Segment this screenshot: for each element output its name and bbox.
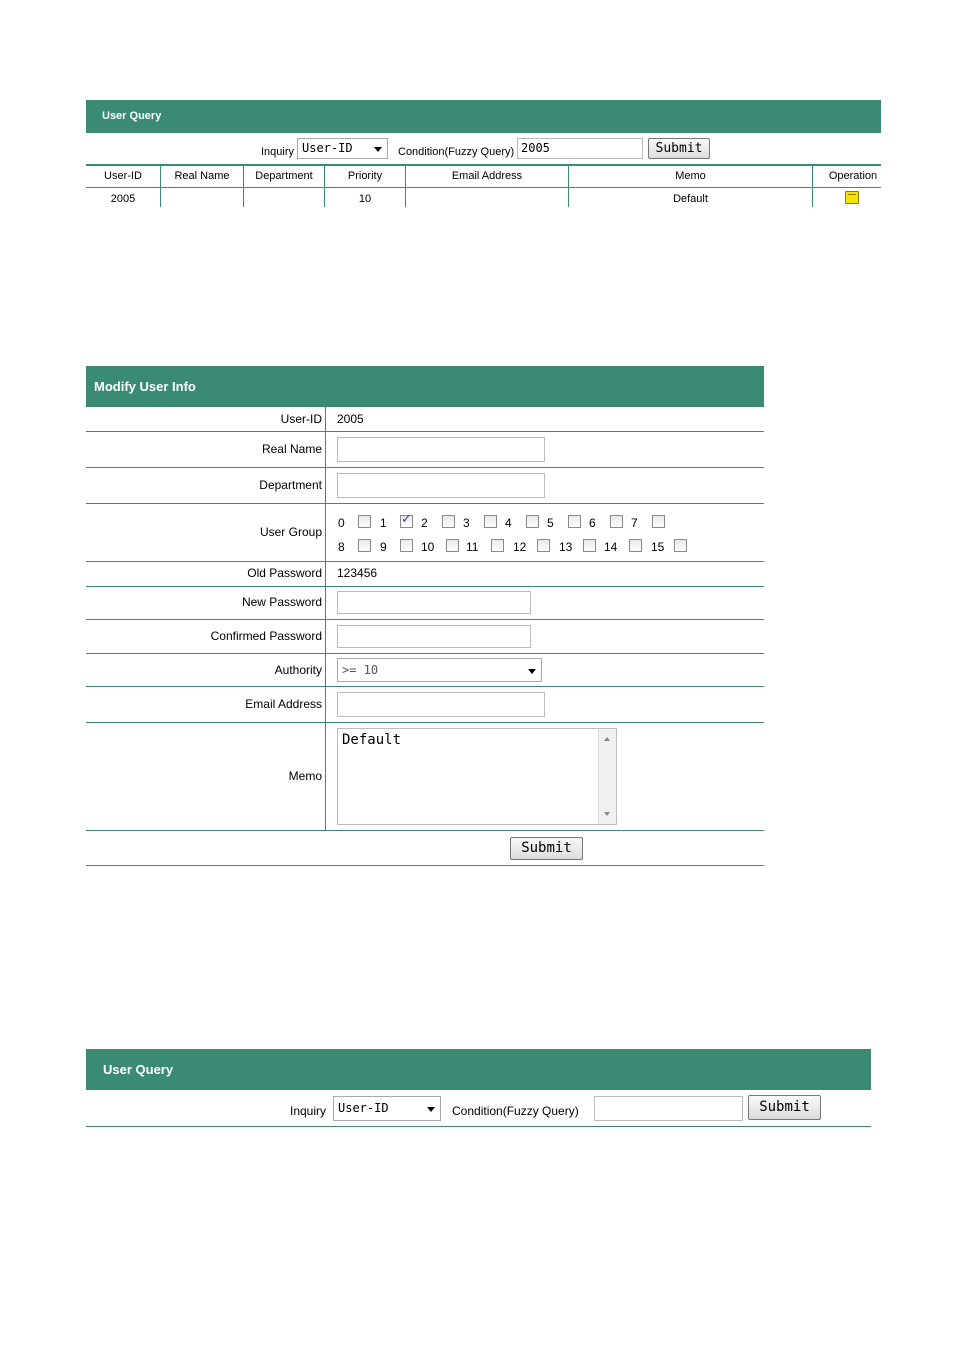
label-old-password: Old Password xyxy=(247,566,322,580)
user-group-label: 5 xyxy=(547,516,554,530)
condition-input-2[interactable] xyxy=(594,1096,743,1121)
user-group-checkbox[interactable] xyxy=(491,539,504,552)
row-divider xyxy=(86,722,764,723)
user-group-checkbox[interactable] xyxy=(537,539,550,552)
authority-select-value: >= 10 xyxy=(342,663,379,677)
user-group-checkbox[interactable] xyxy=(674,539,687,552)
inquiry-label-2: Inquiry xyxy=(290,1104,327,1118)
query-submit-button[interactable]: Submit xyxy=(648,138,710,159)
user-id-value: 2005 xyxy=(337,412,364,426)
row-divider xyxy=(86,561,764,562)
user-group-checkbox[interactable] xyxy=(446,539,459,552)
condition-label: Condition(Fuzzy Query) xyxy=(398,146,515,158)
user-group-label: 13 xyxy=(559,540,573,554)
col-header-operation: Operation xyxy=(828,170,878,182)
label-email: Email Address xyxy=(245,697,322,711)
edit-note-icon[interactable] xyxy=(845,191,859,204)
user-group-checkbox[interactable] xyxy=(484,515,497,528)
cell-priority: 10 xyxy=(358,193,372,205)
user-group-checkbox[interactable] xyxy=(568,515,581,528)
condition-label-2: Condition(Fuzzy Query) xyxy=(452,1104,579,1118)
row-divider xyxy=(86,653,764,654)
row-divider xyxy=(86,503,764,504)
modify-submit-button[interactable]: Submit xyxy=(510,837,583,860)
user-group-label: 6 xyxy=(589,516,596,530)
real-name-input[interactable] xyxy=(337,437,545,462)
scroll-down-icon xyxy=(604,812,610,816)
user-query-header: User Query xyxy=(86,100,881,133)
label-department: Department xyxy=(259,478,322,492)
user-group-label: 14 xyxy=(604,540,618,554)
chevron-down-icon xyxy=(427,1107,435,1112)
col-header-email: Email Address xyxy=(451,170,523,182)
row-divider xyxy=(86,619,764,620)
inquiry-select-value-2: User-ID xyxy=(338,1101,389,1115)
label-real-name: Real Name xyxy=(261,442,322,456)
inquiry-select-2[interactable] xyxy=(333,1096,441,1121)
authority-select[interactable] xyxy=(337,658,542,682)
col-header-memo: Memo xyxy=(675,170,706,182)
user-group-label: 1 xyxy=(380,516,387,530)
new-password-input[interactable] xyxy=(337,591,531,614)
user-group-label: 10 xyxy=(421,540,435,554)
old-password-value: 123456 xyxy=(337,566,378,580)
table-top-border xyxy=(86,164,881,166)
user-group-checkbox[interactable] xyxy=(358,515,371,528)
department-input[interactable] xyxy=(337,473,545,498)
label-memo: Memo xyxy=(288,769,322,783)
row-divider xyxy=(86,467,764,468)
row-divider xyxy=(86,830,764,831)
inquiry-select[interactable] xyxy=(297,138,388,159)
label-user-id: User-ID xyxy=(280,412,322,426)
label-new-password: New Password xyxy=(241,595,322,609)
col-header-real-name: Real Name xyxy=(174,170,230,182)
user-group-checkbox[interactable] xyxy=(629,539,642,552)
memo-text: Default xyxy=(342,732,402,748)
cell-memo: Default xyxy=(673,193,708,205)
cell-user-id: 2005 xyxy=(110,193,136,205)
row-divider xyxy=(86,586,764,587)
modify-user-header: Modify User Info xyxy=(86,366,764,407)
user-group-label: 3 xyxy=(463,516,470,530)
user-group-label: 12 xyxy=(513,540,527,554)
chevron-down-icon xyxy=(374,147,382,152)
col-header-user-id: User-ID xyxy=(104,170,142,182)
user-group-label: 7 xyxy=(631,516,638,530)
user-group-checkbox[interactable] xyxy=(610,515,623,528)
user-group-label: 8 xyxy=(338,540,345,554)
row-divider xyxy=(86,431,764,432)
email-input[interactable] xyxy=(337,692,545,717)
query-submit-button-2[interactable]: Submit xyxy=(748,1095,821,1120)
user-group-checkbox[interactable] xyxy=(652,515,665,528)
row-divider xyxy=(86,865,764,866)
inquiry-label: Inquiry xyxy=(261,146,295,158)
label-confirmed-password: Confirmed Password xyxy=(210,629,322,643)
inquiry-select-value: User-ID xyxy=(302,141,353,155)
user-group-checkbox[interactable] xyxy=(400,515,413,528)
condition-input[interactable]: 2005 xyxy=(517,138,643,159)
user-group-label: 11 xyxy=(466,540,479,554)
user-group-checkbox[interactable] xyxy=(442,515,455,528)
user-query-header-2: User Query xyxy=(86,1049,871,1090)
user-group-checkbox[interactable] xyxy=(526,515,539,528)
user-group-checkbox[interactable] xyxy=(358,539,371,552)
user-group-label: 2 xyxy=(421,516,428,530)
scroll-up-icon xyxy=(604,737,610,741)
user-group-label: 4 xyxy=(505,516,512,530)
user-group-checkbox[interactable] xyxy=(400,539,413,552)
user-group-label: 0 xyxy=(338,516,345,530)
table-header-divider xyxy=(86,187,881,188)
query-bottom-border xyxy=(86,1126,871,1127)
label-authority: Authority xyxy=(274,663,322,677)
col-header-department: Department xyxy=(255,170,313,182)
user-group-checkbox[interactable] xyxy=(583,539,596,552)
user-group-label: 15 xyxy=(651,540,665,554)
memo-textarea[interactable] xyxy=(337,728,617,825)
chevron-down-icon xyxy=(528,669,536,674)
confirmed-password-input[interactable] xyxy=(337,625,531,648)
row-divider xyxy=(86,686,764,687)
user-group-label: 9 xyxy=(380,540,387,554)
col-header-priority: Priority xyxy=(347,170,383,182)
label-user-group: User Group xyxy=(259,525,322,539)
memo-scrollbar[interactable] xyxy=(598,729,616,824)
